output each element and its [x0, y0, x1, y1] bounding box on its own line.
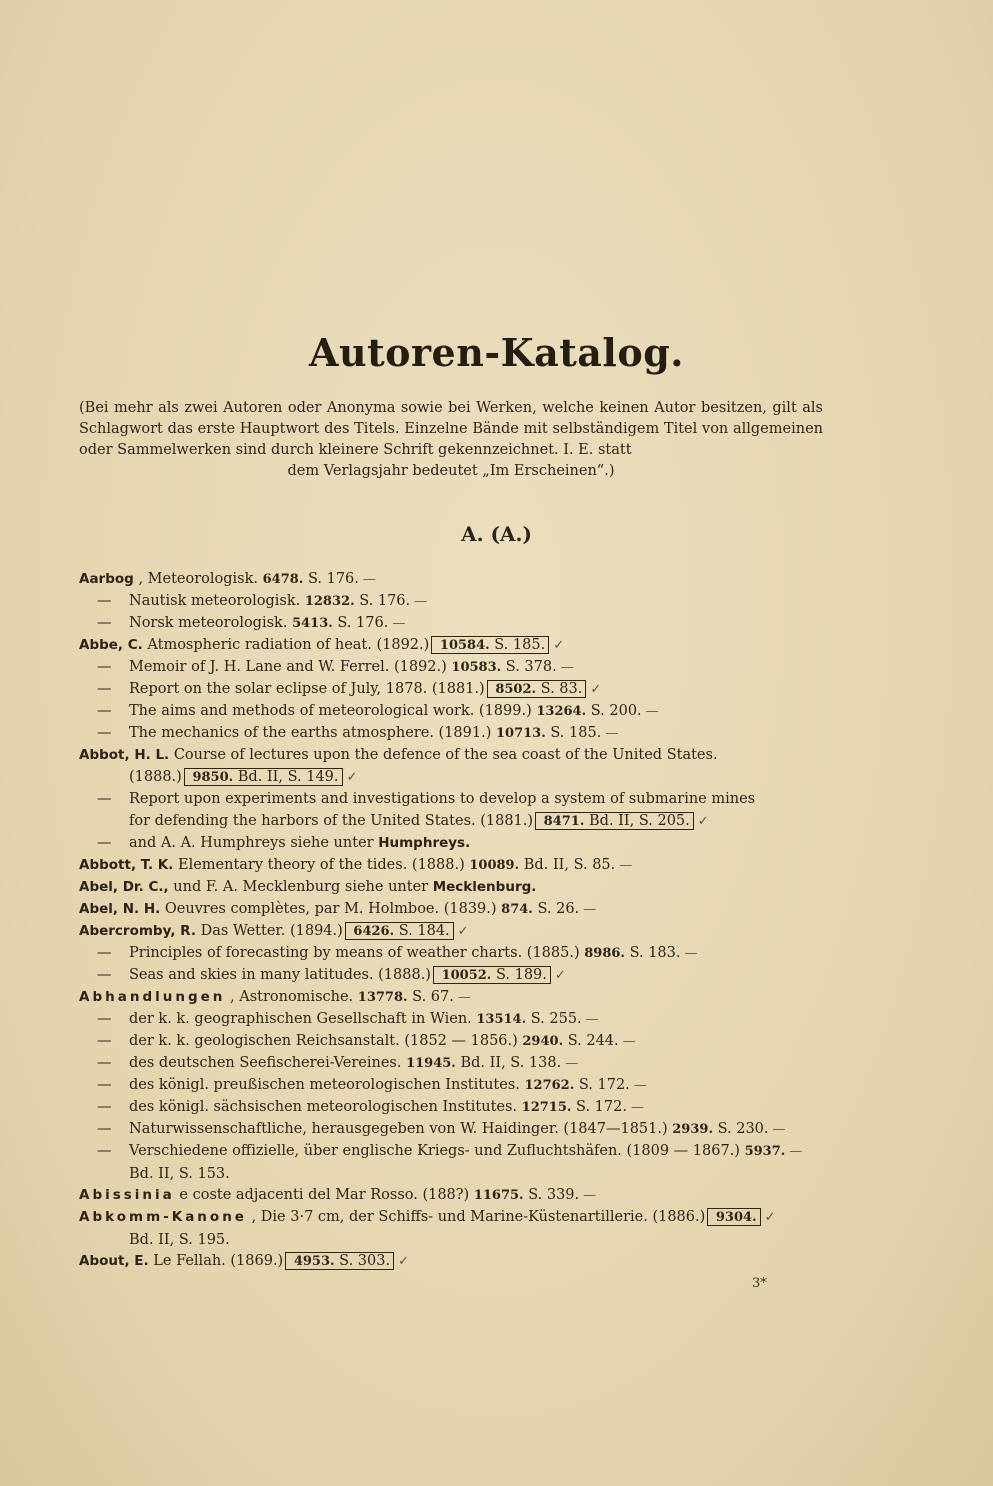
entry-title: , Die 3·7 cm, der Schiffs- und Marine-Küstenartillerie. (1886.) — [251, 1209, 706, 1225]
catalog-entry — [79, 1206, 859, 1250]
dash-mark: — — [97, 945, 112, 961]
dash-mark: — — [97, 1077, 112, 1093]
entry-author: Abel, N. H. — [79, 901, 161, 917]
entry-title: Memoir of J. H. Lane and W. Ferrel. (1892.) — [129, 659, 447, 675]
entry-number: 10584. — [439, 638, 490, 653]
entry-line — [97, 1074, 859, 1097]
entry-number: 12762. — [524, 1078, 575, 1093]
entry-line — [79, 920, 859, 943]
entry-page: Bd. II, S. 149. — [237, 769, 339, 785]
entry-reference — [517, 1099, 627, 1115]
catalog-entry — [79, 854, 859, 876]
catalog-entry — [79, 898, 859, 920]
dash-mark: — — [97, 703, 112, 719]
intro-paragraph — [79, 398, 823, 482]
entry-number: 8986. — [584, 946, 625, 961]
entry-title: and A. A. Humphreys siehe unter — [129, 835, 374, 851]
entry-page: S. 339. — [528, 1187, 580, 1203]
catalog-entry — [79, 920, 859, 942]
entry-continuation — [97, 1163, 859, 1185]
check-mark: — — [565, 1056, 579, 1071]
entry-reference — [433, 966, 551, 984]
dash-mark: — — [97, 659, 112, 675]
entry-title: Das Wetter. (1894.) — [200, 923, 343, 939]
entry-title: Le Fellah. (1869.) — [153, 1253, 284, 1269]
entry-page: Bd. II, S. 195. — [129, 1232, 230, 1248]
entry-title: des königl. sächsischen meteorologischen Institutes. — [129, 1099, 518, 1115]
entry-reference — [707, 1208, 760, 1226]
entry-cont-text: (1888.) — [129, 769, 182, 785]
entry-number: 6478. — [262, 572, 304, 587]
catalog-entry — [79, 1118, 859, 1140]
entry-title: Report upon experiments and investigations to develop a system of submarine mines — [129, 791, 756, 807]
check-mark: ✓ — [590, 682, 602, 697]
catalog-entry — [79, 1052, 859, 1074]
entry-page: S. 244. — [567, 1033, 619, 1049]
catalog-entry — [79, 832, 859, 854]
entry-line — [79, 634, 859, 657]
entry-page: S. 83. — [540, 681, 583, 697]
entry-reference — [472, 1011, 582, 1027]
signature-mark: 3* — [752, 1276, 767, 1291]
entry-number: 8471. — [543, 814, 585, 829]
dash-mark: — — [97, 615, 112, 631]
check-mark: — — [645, 704, 659, 719]
entry-number: 8502. — [495, 682, 537, 697]
catalog-entry — [79, 1184, 859, 1206]
check-mark: ✓ — [553, 638, 565, 653]
check-mark: — — [622, 1034, 636, 1049]
entry-reference — [469, 1187, 579, 1203]
entry-number: 10089. — [469, 858, 520, 873]
check-mark: — — [619, 858, 633, 873]
entry-title: , Astronomische. — [230, 989, 354, 1005]
entry-reference — [465, 857, 616, 873]
entry-line — [79, 986, 859, 1009]
catalog-entry — [79, 788, 859, 832]
entry-reference — [287, 615, 388, 631]
entry-continuation — [79, 766, 859, 789]
entry-line — [79, 876, 859, 898]
check-mark: ✓ — [764, 1210, 776, 1225]
dash-mark: — — [97, 1055, 112, 1071]
entry-title: Oeuvres complètes, par M. Holmboe. (1839.) — [164, 901, 497, 917]
catalog-entry — [79, 1096, 859, 1118]
catalog-entry — [79, 876, 859, 898]
dash-mark: — — [97, 967, 112, 983]
entry-page: Bd. II, S. 85. — [523, 857, 616, 873]
entry-title: des königl. preußischen meteorologischen Institutes. — [129, 1077, 520, 1093]
entry-title: des deutschen Seefischerei-Vereines. — [129, 1055, 402, 1071]
entry-reference — [520, 1077, 630, 1093]
dash-mark: — — [97, 1143, 112, 1159]
entry-reference — [353, 989, 454, 1005]
check-mark: — — [560, 660, 574, 675]
entry-page: S. 176. — [359, 593, 411, 609]
entry-page: S. 255. — [530, 1011, 582, 1027]
entry-author: Abhandlungen — [79, 989, 226, 1005]
check-mark: — — [585, 1012, 599, 1027]
entry-author: Aarbog — [79, 571, 134, 587]
entry-author: About, E. — [79, 1253, 149, 1269]
entry-number: 9850. — [192, 770, 234, 785]
entry-line — [79, 854, 859, 877]
entry-line — [97, 964, 859, 987]
intro-last-line: dem Verlagsjahr bedeutet „Im Erscheinen“.) — [287, 463, 615, 479]
check-mark: ✓ — [697, 814, 709, 829]
entry-list — [79, 568, 859, 1272]
dash-mark: — — [97, 1033, 112, 1049]
dash-mark: — — [97, 1011, 112, 1027]
see-reference: Humphreys. — [378, 835, 471, 851]
entry-author: Abercromby, R. — [79, 923, 196, 939]
entry-title: Report on the solar eclipse of July, 1878. (1881.) — [129, 681, 485, 697]
check-mark: ✓ — [554, 968, 566, 983]
entry-page: S. 172. — [578, 1077, 630, 1093]
catalog-entry — [79, 1250, 859, 1272]
entry-title: Naturwissenschaftliche, herausgegeben von W. Haidinger. (1847—1851.) — [129, 1121, 668, 1137]
entry-title: und F. A. Mecklenburg siehe unter — [173, 879, 429, 895]
entry-author: Abbott, T. K. — [79, 857, 174, 873]
dash-mark: — — [97, 835, 112, 851]
dash-mark: — — [97, 725, 112, 741]
entry-reference — [535, 812, 694, 830]
entry-number: 10583. — [451, 660, 502, 675]
entry-author: Abissinia — [79, 1187, 175, 1203]
entry-line — [97, 942, 859, 965]
entry-title: The aims and methods of meteorological work. (1899.) — [129, 703, 532, 719]
catalog-entry — [79, 744, 859, 788]
dash-mark: — — [97, 1099, 112, 1115]
catalog-entry — [79, 568, 859, 590]
entry-page: Bd. II, S. 138. — [460, 1055, 562, 1071]
entry-title: , Meteorologisk. — [138, 571, 259, 587]
dash-mark: — — [97, 791, 112, 807]
check-mark: — — [392, 616, 406, 631]
catalog-entry — [79, 722, 859, 744]
catalog-entry — [79, 634, 859, 656]
entry-number: 13264. — [536, 704, 587, 719]
entry-line — [97, 1030, 859, 1053]
entry-number: 10052. — [441, 968, 492, 983]
entry-title: Atmospheric radiation of heat. (1892.) — [147, 637, 430, 653]
check-mark: — — [457, 990, 471, 1005]
entry-reference — [497, 901, 580, 917]
entry-page: S. 67. — [412, 989, 454, 1005]
entry-line — [97, 1096, 859, 1119]
entry-line — [79, 1250, 859, 1273]
check-mark: — — [605, 726, 619, 741]
check-mark: — — [583, 1188, 597, 1203]
entry-page: S. 189. — [495, 967, 547, 983]
dash-mark: — — [97, 593, 112, 609]
entry-number: 9304. — [715, 1210, 757, 1225]
check-mark: — — [583, 902, 597, 917]
entry-page: S. 184. — [398, 923, 450, 939]
catalog-entry — [79, 942, 859, 964]
entry-number: 11945. — [406, 1056, 456, 1071]
see-reference: Mecklenburg. — [432, 879, 537, 895]
entry-line — [97, 788, 859, 810]
entry-line — [97, 722, 859, 745]
entry-page: S. 378. — [505, 659, 557, 675]
catalog-entry — [79, 1140, 859, 1184]
entry-line — [97, 1140, 859, 1163]
entry-line — [79, 898, 859, 921]
catalog-entry — [79, 1008, 859, 1030]
catalog-entry — [79, 678, 859, 700]
entry-title: e coste adjacenti del Mar Rosso. (188?) — [179, 1187, 470, 1203]
entry-number: 11675. — [473, 1188, 524, 1203]
dash-mark: — — [97, 1121, 112, 1137]
entry-line — [97, 1008, 859, 1031]
check-mark: — — [789, 1144, 803, 1159]
entry-title: The mechanics of the earths atmosphere. (1891.) — [129, 725, 492, 741]
check-mark: — — [684, 946, 698, 961]
entry-page: S. 26. — [537, 901, 580, 917]
check-mark: — — [362, 572, 376, 587]
entry-number: 10713. — [495, 726, 546, 741]
catalog-entry — [79, 986, 859, 1008]
entry-line — [79, 1184, 859, 1207]
entry-reference — [285, 1252, 394, 1270]
entry-cont-text: for defending the harbors of the United States. (1881.) — [129, 813, 534, 829]
entry-number: 874. — [501, 902, 533, 917]
entry-page: S. 172. — [576, 1099, 627, 1115]
catalog-entry — [79, 590, 859, 612]
entry-number: 6426. — [353, 924, 395, 939]
entry-reference — [668, 1121, 769, 1137]
entry-line — [97, 1118, 859, 1141]
entry-line — [97, 612, 859, 635]
entry-reference — [184, 768, 343, 786]
entry-line — [97, 678, 859, 701]
entry-author: Abel, Dr. C., — [79, 879, 169, 895]
entry-page: Bd. II, S. 153. — [129, 1166, 230, 1182]
catalog-entry — [79, 964, 859, 986]
entry-title: der k. k. geologischen Reichsanstalt. (1852 — 1856.) — [129, 1033, 518, 1049]
check-mark: — — [633, 1078, 647, 1093]
entry-title: Norsk meteorologisk. — [129, 615, 288, 631]
entry-number: 4953. — [293, 1254, 335, 1269]
check-mark: ✓ — [346, 770, 358, 785]
entry-line — [79, 744, 859, 766]
entry-continuation — [79, 1229, 859, 1251]
entry-reference — [740, 1143, 785, 1159]
entry-reference — [580, 945, 681, 961]
entry-line — [97, 656, 859, 679]
entry-reference — [532, 703, 642, 719]
entry-line — [97, 590, 859, 613]
entry-title: Verschiedene offizielle, über englische Kriegs- und Zufluchtshäfen. (1809 — 1867.) — [129, 1143, 740, 1159]
entry-number: 13778. — [357, 990, 408, 1005]
entry-page: S. 176. — [307, 571, 359, 587]
entry-page: S. 303. — [339, 1253, 391, 1269]
entry-reference — [345, 922, 454, 940]
entry-continuation — [97, 810, 859, 833]
check-mark: ✓ — [457, 924, 469, 939]
entry-reference — [431, 636, 549, 654]
entry-author: Abbe, C. — [79, 637, 143, 653]
entry-page: S. 200. — [590, 703, 642, 719]
entry-page: Bd. II, S. 205. — [589, 813, 690, 829]
entry-reference — [487, 680, 587, 698]
entry-page: S. 185. — [550, 725, 602, 741]
catalog-entry — [79, 1030, 859, 1052]
entry-title: Principles of forecasting by means of weather charts. (1885.) — [129, 945, 580, 961]
catalog-entry — [79, 700, 859, 722]
intro-text: (Bei mehr als zwei Autoren oder Anonyma sowie bei Werken, welche keinen Autor besitzen, gilt als Schlagwort das erste Hauptwort des Titels. Einzelne Bände mit selbständigem Titel von allgemeinen oder Sammelwerken sind durch kleinere Schrift gekennzeichnet. I. E. statt — [79, 400, 823, 458]
entry-title: Elementary theory of the tides. (1888.) — [177, 857, 465, 873]
entry-number: 2940. — [522, 1034, 564, 1049]
catalog-entry — [79, 612, 859, 634]
entry-line — [97, 832, 859, 854]
check-mark: ✓ — [398, 1254, 409, 1269]
entry-title: Course of lectures upon the defence of the sea coast of the United States. — [173, 747, 718, 763]
section-heading: A. (A.) — [461, 522, 532, 546]
entry-number: 13514. — [476, 1012, 527, 1027]
entry-line — [79, 1206, 859, 1229]
check-mark: — — [630, 1100, 644, 1115]
entry-title: Seas and skies in many latitudes. (1888.) — [129, 967, 431, 983]
catalog-entry — [79, 1074, 859, 1096]
entry-line — [97, 700, 859, 723]
page-title: Autoren-Katalog. — [308, 330, 684, 375]
check-mark: — — [772, 1122, 786, 1137]
check-mark: — — [414, 594, 428, 609]
entry-page: S. 176. — [337, 615, 389, 631]
entry-reference — [491, 725, 601, 741]
catalog-entry — [79, 656, 859, 678]
entry-reference — [401, 1055, 561, 1071]
entry-number: 5937. — [744, 1144, 786, 1159]
entry-line — [97, 1052, 859, 1075]
entry-page: S. 185. — [494, 637, 546, 653]
entry-number: 12715. — [521, 1100, 572, 1115]
entry-author: Abbot, H. L. — [79, 747, 170, 763]
entry-reference — [518, 1033, 619, 1049]
entry-line — [79, 568, 859, 591]
entry-page: S. 183. — [629, 945, 681, 961]
entry-reference — [258, 571, 359, 587]
entry-number: 5413. — [292, 616, 333, 631]
dash-mark: — — [97, 681, 112, 697]
entry-title: der k. k. geographischen Gesellschaft in Wien. — [129, 1011, 472, 1027]
entry-number: 2939. — [672, 1122, 713, 1137]
entry-page: S. 230. — [717, 1121, 769, 1137]
entry-author: Abkomm-Kanone — [79, 1209, 247, 1225]
entry-reference — [447, 659, 557, 675]
entry-title: Nautisk meteorologisk. — [129, 593, 301, 609]
entry-reference — [300, 593, 410, 609]
entry-number: 12832. — [304, 594, 355, 609]
